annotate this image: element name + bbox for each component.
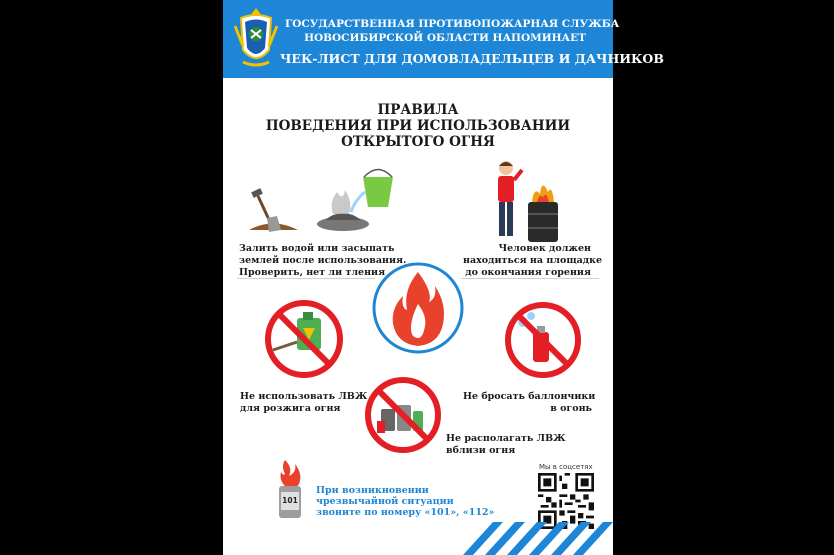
rule-attend-line-1: Человек должен	[498, 243, 591, 254]
header-line-2: НОВОСИБИРСКОЙ ОБЛАСТИ НАПОМИНАЕТ	[304, 32, 586, 44]
phone-number-label: 101	[282, 496, 298, 505]
rule-no-cans-line-2: в огонь	[550, 403, 592, 414]
phone-with-flame-icon	[273, 458, 307, 520]
header-checklist-title: ЧЕК-ЛИСТ ДЛЯ ДОМОВЛАДЕЛЬЦЕВ И ДАЧНИКОВ	[280, 51, 664, 66]
emergency-line-3: звоните по номеру «101», «112»	[316, 507, 495, 518]
rule-extinguish-line-2: землей после использования.	[239, 255, 407, 266]
rule-extinguish-line-1: Залить водой или засыпать	[239, 243, 395, 254]
separator-right	[461, 278, 599, 279]
rule-no-store-near-text	[446, 433, 566, 457]
no-flammable-storage-icon	[363, 375, 443, 455]
extinguish-fire-illustration-icon	[243, 162, 398, 242]
rule-no-store-line-1: Не располагать ЛВЖ	[446, 433, 566, 444]
emergency-line-1: При возникновении	[316, 485, 429, 496]
rule-no-flammable-line-2: для розжига огня	[240, 403, 341, 414]
rule-no-cans-line-1: Не бросать баллончики	[463, 391, 596, 402]
header-banner	[223, 0, 664, 78]
rule-attend-line-2: находиться на площадке	[463, 255, 603, 266]
no-aerosol-cans-icon	[503, 300, 583, 380]
rule-attend-line-3: до окончания горения	[465, 267, 591, 278]
rule-no-store-line-2: вблизи огня	[446, 445, 516, 456]
separator-left	[237, 278, 375, 279]
poster	[223, 0, 664, 555]
title-line-3: ОТКРЫТОГО ОГНЯ	[341, 134, 495, 150]
decorative-stripes	[463, 512, 613, 555]
title-line-1: ПРАВИЛА	[377, 102, 459, 118]
rule-no-flammable-line-1: Не использовать ЛВЖ	[240, 391, 368, 402]
rule-no-flammable-ignite-text	[240, 391, 367, 415]
rule-attend-text	[463, 243, 603, 279]
page-title	[223, 102, 613, 150]
flame-icon	[371, 252, 465, 364]
rule-extinguish-line-3: Проверить, нет ли тления	[239, 267, 386, 278]
emergency-line-2: чрезвычайной ситуации	[316, 496, 454, 507]
rule-no-cans-text	[463, 391, 596, 415]
fire-service-emblem-icon	[231, 6, 281, 72]
social-label: Мы в соцсетях	[539, 463, 593, 471]
title-line-2: ПОВЕДЕНИЯ ПРИ ИСПОЛЬЗОВАНИИ	[265, 118, 571, 134]
header-line-1: ГОСУДАРСТВЕННАЯ ПРОТИВОПОЖАРНАЯ СЛУЖБА	[285, 18, 620, 30]
no-flammable-liquid-ignite-icon	[263, 298, 345, 380]
person-with-fire-barrel-icon	[488, 158, 588, 244]
